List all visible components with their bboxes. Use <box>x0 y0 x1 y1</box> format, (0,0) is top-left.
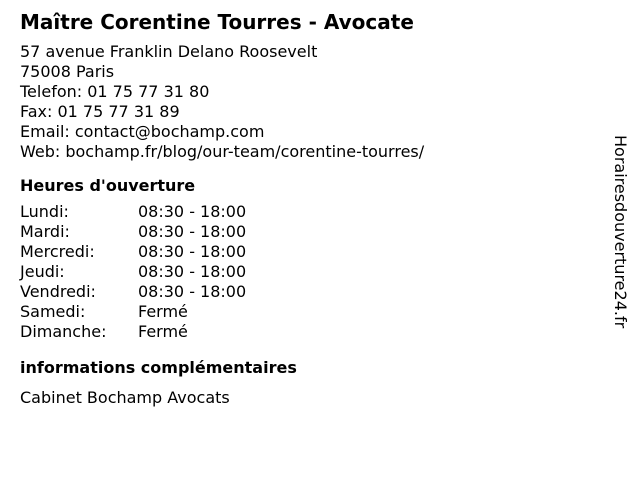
day-label: Vendredi: <box>20 282 96 301</box>
extra-info-text: Cabinet Bochamp Avocats <box>20 388 230 407</box>
hours-row <box>20 262 246 282</box>
phone-line: Telefon: 01 75 77 31 80 <box>20 82 210 101</box>
opening-hours-heading: Heures d'ouverture <box>20 176 196 195</box>
contact-block <box>20 82 600 162</box>
day-label: Dimanche: <box>20 322 107 341</box>
extra-info-section <box>20 358 600 408</box>
opening-hours-table <box>20 202 246 342</box>
day-label: Mardi: <box>20 222 70 241</box>
street-address: 57 avenue Franklin Delano Roosevelt <box>20 42 318 61</box>
web-line: Web: bochamp.fr/blog/our-team/corentine-tourres/ <box>20 142 425 161</box>
side-brand-watermark <box>610 135 630 345</box>
day-hours: 08:30 - 18:00 <box>138 242 247 261</box>
fax-line: Fax: 01 75 77 31 89 <box>20 102 180 121</box>
page-title: Maître Corentine Tourres - Avocate <box>20 10 414 34</box>
day-hours: 08:30 - 18:00 <box>138 282 247 301</box>
day-hours: Fermé <box>138 322 188 341</box>
hours-row <box>20 202 246 222</box>
city-postal: 75008 Paris <box>20 62 115 81</box>
day-hours: 08:30 - 18:00 <box>138 202 247 221</box>
day-label: Jeudi: <box>20 262 65 281</box>
hours-row <box>20 222 246 242</box>
hours-row <box>20 242 246 262</box>
day-hours: 08:30 - 18:00 <box>138 222 247 241</box>
hours-row <box>20 322 246 342</box>
day-hours: 08:30 - 18:00 <box>138 262 247 281</box>
business-listing <box>20 10 600 408</box>
day-label: Samedi: <box>20 302 86 321</box>
email-line: Email: contact@bochamp.com <box>20 122 265 141</box>
day-label: Lundi: <box>20 202 69 221</box>
side-brand-text: Horairesdouverture24.fr <box>611 135 630 329</box>
day-label: Mercredi: <box>20 242 95 261</box>
day-hours: Fermé <box>138 302 188 321</box>
extra-info-heading: informations complémentaires <box>20 358 297 377</box>
address-block <box>20 42 600 82</box>
hours-row <box>20 302 246 322</box>
hours-row <box>20 282 246 302</box>
